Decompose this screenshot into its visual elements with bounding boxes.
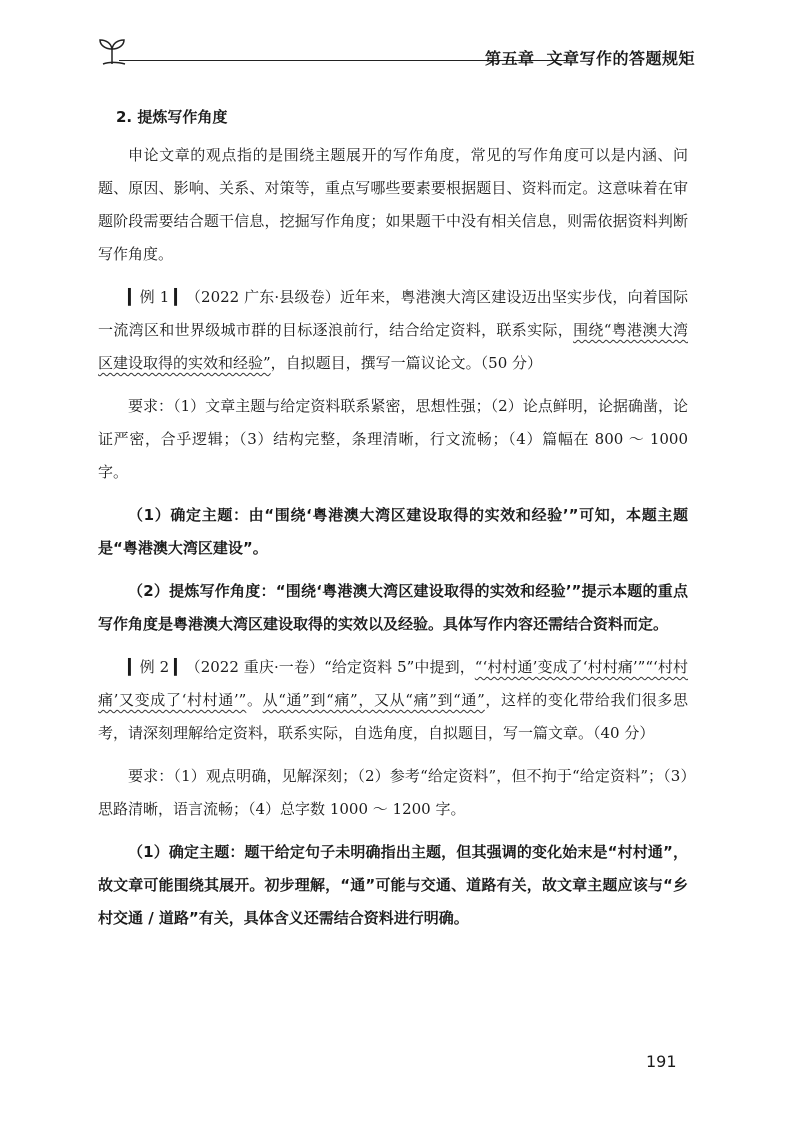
- example-2-tag: ▎例 2 ▎: [128, 658, 186, 676]
- chapter-number: 第五章: [484, 49, 535, 68]
- example-2-requirements: 要求：（1）观点明确，见解深刻；（2）参考“给定资料”，但不拘于“给定资料”；（3）思路清晰，语言流畅；（4）总字数 1000 ～ 1200 字。: [98, 767, 688, 818]
- example-2-analysis-1: （1）确定主题：题干给定句子未明确指出主题，但其强调的变化始末是“村村通”，故文章可能围绕其展开。初步理解，“通”可能与交通、道路有关，故文章主题应该与“乡村交通 / 道路”有关，具体含义还需结合资料进行明确。: [98, 843, 688, 927]
- example-1-prompt-b: ，自拟题目，撰写一篇议论文。（50 分）: [270, 354, 543, 372]
- running-header: [473, 46, 695, 69]
- intro-paragraph: 申论文章的观点指的是围绕主题展开的写作角度，常见的写作角度可以是内涵、问题、原因、影响、关系、对策等，重点写哪些要素要根据题目、资料而定。这意味着在审题阶段需要结合题干信息，挖掘写作角度；如果题干中没有相关信息，则需依据资料判断写作角度。: [98, 146, 688, 263]
- example-2-prompt: [98, 651, 688, 750]
- example-2-underlined-2: 从“通”到“痛”，又从“痛”到“通”: [262, 691, 485, 709]
- example-2-prompt-mid: 。: [246, 691, 263, 709]
- page-number: 191: [646, 1052, 677, 1071]
- example-1-prompt-a: （2022 广东·县级卷）近年来，粤港澳大湾区建设迈出坚实步伐，向着国际一流湾区和世界级城市群的目标逐浪前行，结合给定资料，联系实际，: [98, 288, 689, 339]
- page-header: [95, 30, 695, 70]
- sprout-icon: [95, 34, 129, 68]
- chapter-title: 文章写作的答题规矩: [546, 49, 695, 68]
- example-1-requirements: 要求：（1）文章主题与给定资料联系紧密，思想性强；（2）论点鲜明，论据确凿，论证严密，合乎逻辑；（3）结构完整，条理清晰，行文流畅；（4）篇幅在 800 ～ 1000 字。: [98, 397, 688, 481]
- example-2-prompt-a: （2022 重庆·一卷）“给定资料 5”中提到，: [185, 658, 475, 676]
- example-1-analysis-2: （2）提炼写作角度：“围绕‘粤港澳大湾区建设取得的实效和经验’”提示本题的重点写作角度是粤港澳大湾区建设取得的实效以及经验。具体写作内容还需结合资料而定。: [98, 582, 688, 633]
- example-1-analysis-1: （1）确定主题：由“围绕‘粤港澳大湾区建设取得的实效和经验’”可知，本题主题是“粤港澳大湾区建设”。: [98, 506, 688, 557]
- section-title: 2. 提炼写作角度: [116, 108, 228, 126]
- example-2-prompt-b: ，这样的变化带给我们很多思考，请深刻理解给定资料，联系实际，自选角度，自拟题目，写一篇文章。（40 分）: [98, 691, 688, 742]
- example-1-prompt: [98, 281, 688, 380]
- page-body: [98, 106, 688, 945]
- example-1-underlined: 围绕“粤港澳大湾区建设取得的实效和经验”: [98, 321, 689, 372]
- example-1-tag: ▎例 1 ▎: [128, 288, 186, 306]
- example-2-underlined-1: “‘村村通’变成了‘村村痛’”“‘村村痛’又变成了‘村村通’”: [98, 658, 688, 709]
